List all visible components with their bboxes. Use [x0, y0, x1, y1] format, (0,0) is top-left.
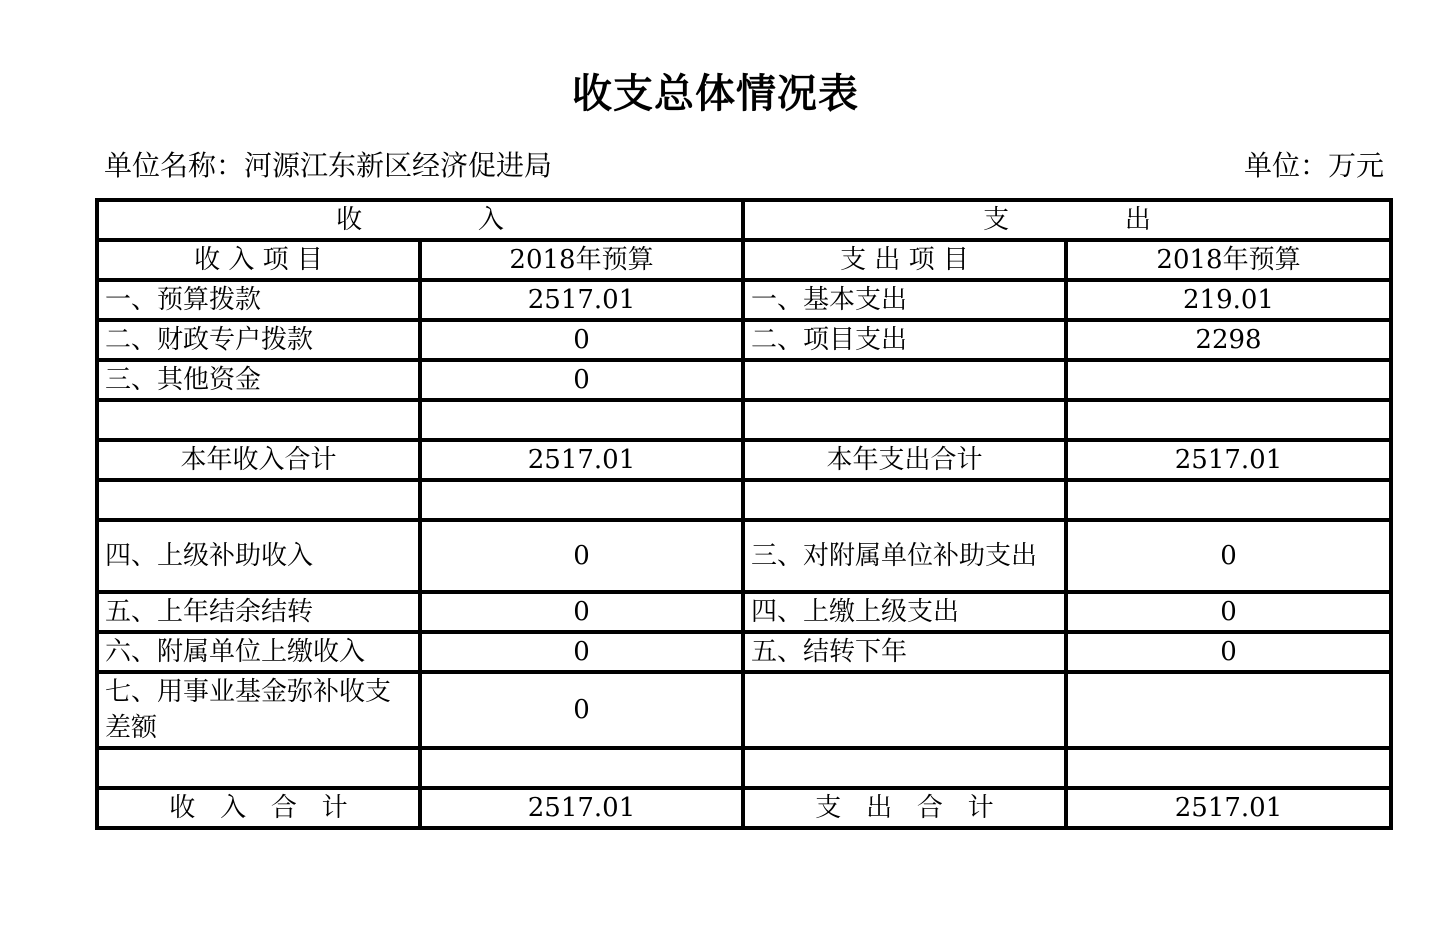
expense-item-header: 支 出 项 目	[743, 240, 1066, 280]
table-row	[97, 632, 1391, 672]
table-row	[97, 520, 1391, 592]
expense-item-cell	[743, 672, 1066, 748]
income-budget-header: 2018年预算	[420, 240, 743, 280]
income-item-cell: 三、其他资金	[97, 360, 420, 400]
table-column-header-row	[97, 240, 1391, 280]
expense-total-value: 2517.01	[1066, 788, 1391, 828]
income-subtotal-label: 本年收入合计	[97, 440, 420, 480]
table-section-header-row	[97, 200, 1391, 240]
income-item-cell: 一、预算拨款	[97, 280, 420, 320]
expense-value-cell	[1066, 360, 1391, 400]
expense-value-cell	[1066, 480, 1391, 520]
expense-value-cell	[1066, 400, 1391, 440]
table-row	[97, 400, 1391, 440]
income-item-cell	[97, 400, 420, 440]
income-value-cell: 0	[420, 320, 743, 360]
table-row	[97, 440, 1391, 480]
expense-item-cell	[743, 400, 1066, 440]
income-item-cell	[97, 748, 420, 788]
expense-item-cell: 二、项目支出	[743, 320, 1066, 360]
income-value-cell: 0	[420, 592, 743, 632]
income-value-cell: 0	[420, 632, 743, 672]
expense-value-cell	[1066, 672, 1391, 748]
expense-item-cell	[743, 360, 1066, 400]
income-item-header: 收 入 项 目	[97, 240, 420, 280]
table-row	[97, 480, 1391, 520]
income-value-cell	[420, 748, 743, 788]
income-subtotal-value: 2517.01	[420, 440, 743, 480]
expense-value-cell: 0	[1066, 520, 1391, 592]
income-item-cell: 五、上年结余结转	[97, 592, 420, 632]
expense-subtotal-label: 本年支出合计	[743, 440, 1066, 480]
income-value-cell: 0	[420, 360, 743, 400]
expense-item-cell	[743, 748, 1066, 788]
income-value-cell: 0	[420, 520, 743, 592]
table-row	[97, 280, 1391, 320]
unit-label: 单位：万元	[1243, 149, 1384, 182]
expense-item-cell: 三、对附属单位补助支出	[743, 520, 1066, 592]
expense-subtotal-value: 2517.01	[1066, 440, 1391, 480]
table-row	[97, 748, 1391, 788]
page-title: 收支总体情况表	[572, 71, 859, 117]
expense-budget-header: 2018年预算	[1066, 240, 1391, 280]
income-value-cell	[420, 480, 743, 520]
unit-name-label: 单位名称：河源江东新区经济促进局	[104, 149, 553, 182]
expense-item-cell: 四、上缴上级支出	[743, 592, 1066, 632]
expense-section-header: 支 出	[743, 200, 1391, 240]
expense-value-cell: 219.01	[1066, 280, 1391, 320]
expense-item-cell: 五、结转下年	[743, 632, 1066, 672]
income-item-cell: 四、上级补助收入	[97, 520, 420, 592]
table-row	[97, 320, 1391, 360]
income-expense-table	[95, 198, 1393, 830]
expense-total-label: 支 出 合 计	[743, 788, 1066, 828]
income-item-cell: 六、附属单位上缴收入	[97, 632, 420, 672]
expense-value-cell	[1066, 748, 1391, 788]
table-row	[97, 592, 1391, 632]
income-value-cell: 0	[420, 672, 743, 748]
expense-item-cell: 一、基本支出	[743, 280, 1066, 320]
expense-item-cell	[743, 480, 1066, 520]
table-row	[97, 672, 1391, 748]
income-value-cell	[420, 400, 743, 440]
income-total-value: 2517.01	[420, 788, 743, 828]
table-total-row	[97, 788, 1391, 828]
income-item-cell: 二、财政专户拨款	[97, 320, 420, 360]
table-row	[97, 360, 1391, 400]
expense-value-cell: 0	[1066, 592, 1391, 632]
expense-value-cell: 0	[1066, 632, 1391, 672]
income-item-cell: 七、用事业基金弥补收支差额	[97, 672, 420, 748]
income-total-label: 收 入 合 计	[97, 788, 420, 828]
income-value-cell: 2517.01	[420, 280, 743, 320]
expense-value-cell: 2298	[1066, 320, 1391, 360]
income-item-cell	[97, 480, 420, 520]
income-section-header: 收 入	[97, 200, 743, 240]
